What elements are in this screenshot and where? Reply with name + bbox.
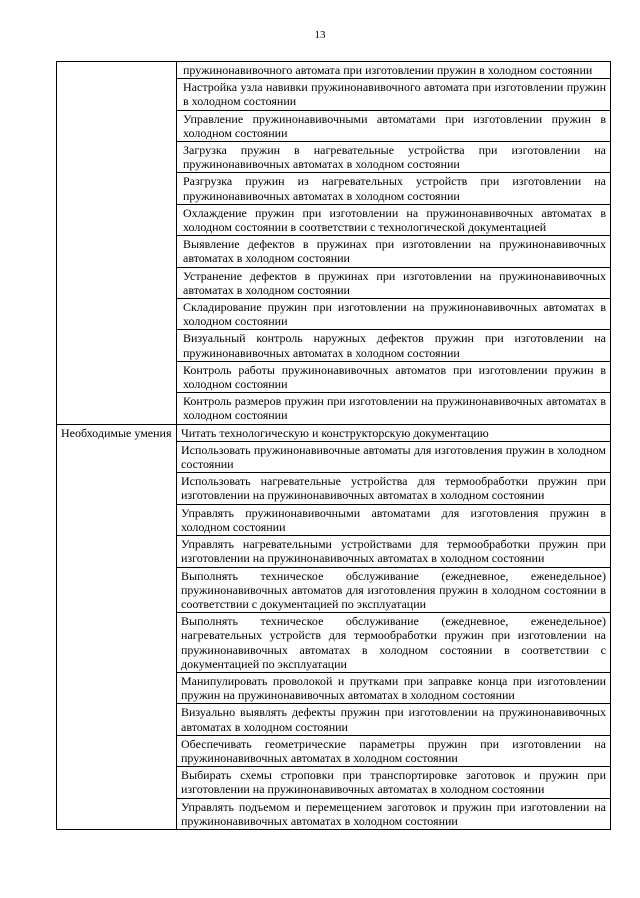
table-cell: Управлять подъемом и перемещением заготовок и пружин при изготовлении на пружинонавивочных автоматах в холодном состоянии [181, 799, 606, 828]
table-cell: Охлаждение пружин при изготовлении на пружинонавивочных автоматах в холодном состоянии в соответствии с технологической документацией [177, 205, 610, 236]
requirements-table [56, 61, 611, 830]
table-cell: Использовать нагревательные устройства для термообработки пружин при изготовлении на пружинонавивочных автоматах в холодном состоянии [177, 473, 610, 504]
table-cell: Выявление дефектов в пружинах при изготовлении на пружинонавивочных автоматах в холодном состоянии [177, 236, 610, 267]
section2-items [177, 425, 610, 830]
table-cell: Складирование пружин при изготовлении на пружинонавивочных автоматах в холодном состоянии [177, 299, 610, 330]
table-cell: Разгрузка пружин из нагревательных устройств при изготовлении на пружинонавивочных автоматах в холодном состоянии [177, 173, 610, 204]
table-cell: Визуальный контроль наружных дефектов пружин при изготовлении на пружинонавивочных автоматах в холодном состоянии [177, 330, 610, 361]
table-cell: Использовать пружинонавивочные автоматы для изготовления пружин в холодном состоянии [177, 442, 610, 473]
table-cell: Контроль размеров пружин при изготовлении на пружинонавивочных автоматах в холодном состоянии [183, 394, 606, 423]
table-cell: Выбирать схемы строповки при транспортировке заготовок и пружин при изготовлении на пружинонавивочных автоматах в холодном состоянии [177, 767, 610, 798]
table-cell: Управление пружинонавивочными автоматами при изготовлении пружин в холодном состоянии [177, 111, 610, 142]
section2-label: Необходимые умения [57, 425, 177, 830]
table-cell: Устранение дефектов в пружинах при изготовлении на пружинонавивочных автоматах в холодном состоянии [177, 268, 610, 299]
table-cell: Контроль работы пружинонавивочных автоматов при изготовлении пружин в холодном состоянии [177, 362, 610, 393]
table-cell: Загрузка пружин в нагревательные устройства при изготовлении на пружинонавивочных автоматах в холодном состоянии [177, 142, 610, 173]
page-number: 13 [314, 29, 326, 41]
table-cell: пружинонавивочного автомата при изготовлении пружин в холодном состоянии [177, 62, 610, 79]
table-cell: Управлять пружинонавивочными автоматами для изготовления пружин в холодном состоянии [177, 505, 610, 536]
section1-label [57, 62, 177, 425]
table-cell: Управлять нагревательными устройствами для термообработки пружин при изготовлении на пружинонавивочных автоматах в холодном состоянии [177, 536, 610, 567]
section1-items [177, 62, 610, 425]
table-cell: Выполнять техническое обслуживание (ежедневное, еженедельное) нагревательных устройств для термообработки пружин при изготовлении на пружинонавивочных автоматах в холодном состоянии в соответствии с документацией по эксплуатации [177, 613, 610, 673]
table-cell: Визуально выявлять дефекты пружин при изготовлении на пружинонавивочных автоматах в холодном состоянии [177, 704, 610, 735]
table-cell: Читать технологическую и конструкторскую документацию [177, 425, 610, 442]
table-cell: Обеспечивать геометрические параметры пружин при изготовлении на пружинонавивочных автоматах в холодном состоянии [177, 736, 610, 767]
table-cell: Настройка узла навивки пружинонавивочного автомата при изготовлении пружин в холодном состоянии [177, 79, 610, 110]
table-cell: Манипулировать проволокой и прутками при заправке конца при изготовлении пружин на пружинонавивочных автоматах в холодном состоянии [177, 673, 610, 704]
table-cell: Выполнять техническое обслуживание (ежедневное, еженедельное) пружинонавивочных автоматов для изготовления пружин в холодном состоянии в соответствии с документацией по эксплуатации [177, 568, 610, 614]
